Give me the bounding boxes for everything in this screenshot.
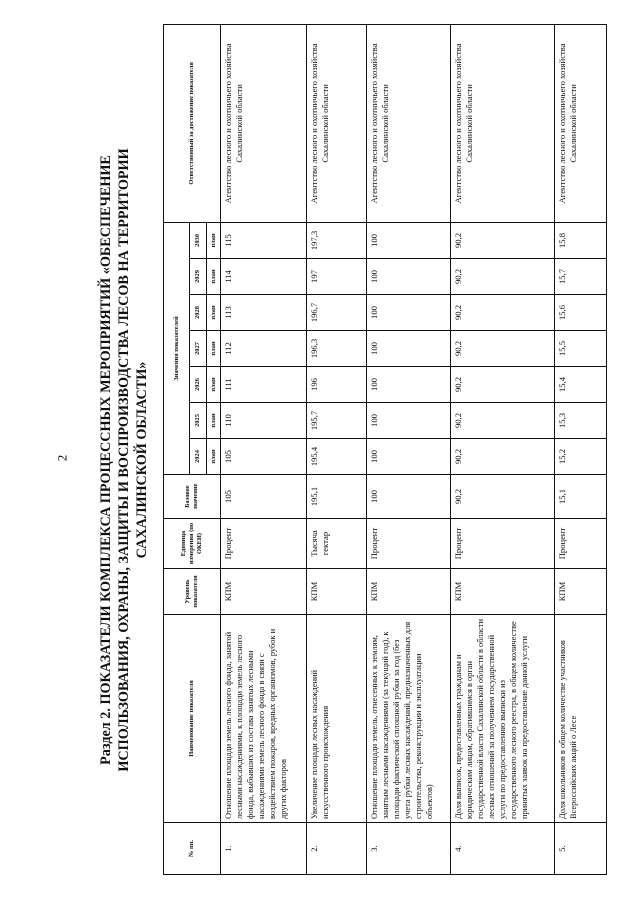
- responsible-agency: Агентство лесного и охотничьего хозяйства Сахалинской области: [221, 24, 307, 222]
- header-year: 2025: [190, 403, 207, 439]
- indicator-level: КПМ: [555, 569, 607, 615]
- indicator-level: КПМ: [221, 569, 307, 615]
- base-value: 195,1: [307, 475, 367, 519]
- rotated-page-content: [0, 15, 640, 895]
- header-year: 2026: [190, 367, 207, 403]
- year-value: 112: [221, 331, 307, 367]
- year-value: 100: [367, 331, 451, 367]
- year-value: 90,2: [451, 403, 555, 439]
- header-num: № пп.: [164, 823, 221, 875]
- table-row: [555, 24, 607, 874]
- header-plan: план: [207, 403, 221, 439]
- indicator-name: Отношение площади земель лесного фонда, занятой лесными насаждениями, к площади земель лесного фонда, выбывших из состава занятых лесными насаждениями земель лесного фонда в связи с воздействием пожаров, вредных организмов, рубок и других факторов: [221, 615, 307, 823]
- year-value: 15,4: [555, 367, 607, 403]
- page-number: 2: [54, 454, 69, 462]
- indicator-name: Доля школьников в общем количестве участников Всероссийских акций о Лесе: [555, 615, 607, 823]
- year-value: 15,5: [555, 331, 607, 367]
- year-value: 195,4: [307, 439, 367, 475]
- year-value: 100: [367, 403, 451, 439]
- year-value: 90,2: [451, 295, 555, 331]
- year-value: 15,3: [555, 403, 607, 439]
- header-plan: план: [207, 439, 221, 475]
- year-value: 90,2: [451, 439, 555, 475]
- responsible-agency: Агентство лесного и охотничьего хозяйства Сахалинской области: [451, 24, 555, 222]
- indicator-level: КПМ: [307, 569, 367, 615]
- indicator-unit: Процент: [451, 519, 555, 569]
- year-value: 100: [367, 222, 451, 258]
- row-num: 5.: [555, 823, 607, 875]
- year-value: 90,2: [451, 222, 555, 258]
- base-value: 100: [367, 475, 451, 519]
- year-value: 15,7: [555, 259, 607, 295]
- table-row: [451, 24, 555, 874]
- year-value: 114: [221, 259, 307, 295]
- indicator-unit: Процент: [221, 519, 307, 569]
- table-row: [367, 24, 451, 874]
- header-plan: план: [207, 222, 221, 258]
- header-values-group: Значения показателей: [164, 222, 190, 474]
- responsible-agency: Агентство лесного и охотничьего хозяйства Сахалинской области: [307, 24, 367, 222]
- header-plan: план: [207, 295, 221, 331]
- year-value: 197: [307, 259, 367, 295]
- year-value: 15,8: [555, 222, 607, 258]
- header-plan: план: [207, 259, 221, 295]
- row-num: 1.: [221, 823, 307, 875]
- indicator-unit: Процент: [555, 519, 607, 569]
- year-value: 90,2: [451, 367, 555, 403]
- year-value: 100: [367, 295, 451, 331]
- responsible-agency: Агентство лесного и охотничьего хозяйства Сахалинской области: [367, 24, 451, 222]
- header-level: Уровень показателя: [164, 569, 221, 615]
- header-name: Наименование показателя: [164, 615, 221, 823]
- year-value: 105: [221, 439, 307, 475]
- header-year: 2027: [190, 331, 207, 367]
- year-value: 196,7: [307, 295, 367, 331]
- indicator-level: КПМ: [451, 569, 555, 615]
- year-value: 197,3: [307, 222, 367, 258]
- indicator-name: Доля выписок, предоставленных гражданам и юридическим лицам, обратившимся в орган государственной власти Сахалинской области в области лесных отношений за получением государственной услуги по предоставлению выписки из государственного лесного реестра, в общем количестве принятых заявок на предоставление данной услуги: [451, 615, 555, 823]
- year-value: 113: [221, 295, 307, 331]
- year-value: 100: [367, 439, 451, 475]
- year-value: 110: [221, 403, 307, 439]
- year-value: 100: [367, 367, 451, 403]
- row-num: 3.: [367, 823, 451, 875]
- header-year: 2028: [190, 295, 207, 331]
- header-year: 2030: [190, 222, 207, 258]
- indicator-unit: Процент: [367, 519, 451, 569]
- title-line: САХАЛИНСКОЙ ОБЛАСТИ»: [134, 361, 150, 559]
- section-title: [97, 140, 151, 780]
- header-responsible: Ответственный за достижение показателя: [164, 24, 221, 222]
- header-year: 2029: [190, 259, 207, 295]
- title-line: Раздел 2. ПОКАЗАТЕЛИ КОМПЛЕКСА ПРОЦЕССНЫХ МЕРОПРИЯТИЙ «ОБЕСПЕЧЕНИЕ: [98, 155, 114, 765]
- header-base: Базовое значение: [164, 475, 221, 519]
- base-value: 105: [221, 475, 307, 519]
- year-value: 196,3: [307, 331, 367, 367]
- base-value: 15,1: [555, 475, 607, 519]
- indicator-level: КПМ: [367, 569, 451, 615]
- responsible-agency: Агентство лесного и охотничьего хозяйства Сахалинской области: [555, 24, 607, 222]
- indicator-name: Увеличение площади лесных насаждений искусственного происхождения: [307, 615, 367, 823]
- year-value: 90,2: [451, 331, 555, 367]
- row-num: 4.: [451, 823, 555, 875]
- header-unit: Единица измерения (по ОКЕИ): [164, 519, 221, 569]
- year-value: 195,7: [307, 403, 367, 439]
- indicator-name: Отношение площади земель, отнесенных к землям, занятым лесными насаждениями (за текущий год), к площади фактической сплошной рубки за год (без учета рубки лесных насаждений, предназначенных для строительства, реконструкции и эксплуатации объектов): [367, 615, 451, 823]
- title-line: ИСПОЛЬЗОВАНИЯ, ОХРАНЫ, ЗАЩИТЫ И ВОСПРОИЗВОДСТВА ЛЕСОВ НА ТЕРРИТОРИИ: [116, 148, 132, 772]
- row-num: 2.: [307, 823, 367, 875]
- indicators-table: [163, 24, 607, 875]
- header-year: 2024: [190, 439, 207, 475]
- table-row: [307, 24, 367, 874]
- indicator-unit: Тысяча гектар: [307, 519, 367, 569]
- base-value: 90,2: [451, 475, 555, 519]
- header-plan: план: [207, 367, 221, 403]
- year-value: 100: [367, 259, 451, 295]
- year-value: 196: [307, 367, 367, 403]
- year-value: 90,2: [451, 259, 555, 295]
- year-value: 115: [221, 222, 307, 258]
- year-value: 15,2: [555, 439, 607, 475]
- year-value: 111: [221, 367, 307, 403]
- year-value: 15,6: [555, 295, 607, 331]
- table-row: [221, 24, 307, 874]
- header-plan: план: [207, 331, 221, 367]
